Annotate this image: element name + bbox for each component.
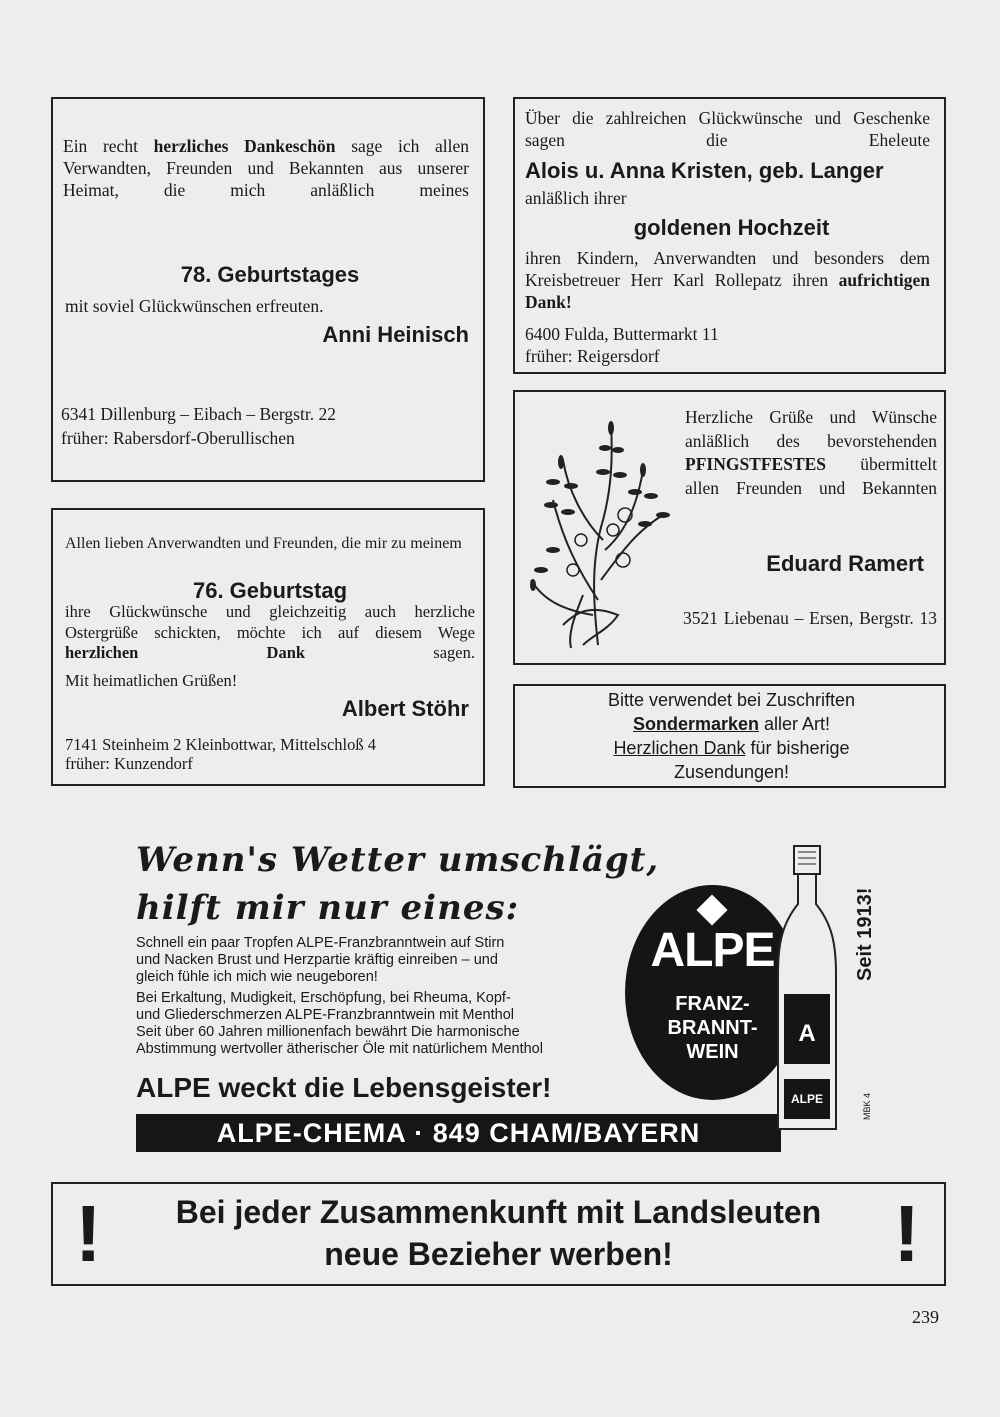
ad-slogan: ALPE weckt die Lebensgeister! — [136, 1072, 552, 1103]
exclamation-right-icon: ! — [893, 1189, 920, 1278]
notice-former-home: früher: Rabersdorf-Oberullischen — [61, 428, 295, 448]
notice-anni-heinisch — [51, 97, 485, 482]
ad-code: MBK 4 — [862, 1092, 872, 1120]
notice-body: ihren Kindern, Anverwandten und besonders dem Kreisbetreuer Herr Karl Rollepatz ihren aufrichtigen Dank! — [525, 248, 931, 312]
page-number: 239 — [912, 1307, 939, 1327]
notice-stamps-request — [513, 684, 946, 788]
notice-former-home: früher: Kunzendorf — [65, 754, 193, 773]
notice-greeting: Mit heimatlichen Grüßen! — [65, 671, 238, 690]
flower-branch-illustration — [523, 420, 673, 650]
notice-intro: Ein recht herzliches Dankeschön sage ich allen Verwandten, Freunden und Bekannten aus unserer Heimat, die mich anläßlich meines — [63, 136, 470, 200]
notice-line: anläßlich ihrer — [525, 188, 627, 208]
ad-banner-text: ALPE-CHEMA · 849 CHAM/BAYERN — [216, 1118, 701, 1148]
logo-sub-3: WEIN — [686, 1041, 739, 1063]
notice-line: mit soviel Glückwünschen erfreuten. — [65, 296, 324, 316]
notice-name: Albert Stöhr — [341, 696, 469, 721]
notice-intro: Allen lieben Anverwandten und Freunden, die mir zu meinem — [65, 535, 462, 552]
notice-address: 6400 Fulda, Buttermarkt 11 — [525, 324, 719, 344]
footer-line-2: neue Bezieher werben! — [324, 1236, 673, 1272]
ad-body-1: Schnell ein paar Tropfen ALPE-Franzbranntwein auf Stirn — [136, 935, 505, 951]
exclamation-left-icon: ! — [75, 1189, 102, 1278]
ad-body-5: und Gliederschmerzen ALPE-Franzbranntwein mit Menthol — [136, 1007, 514, 1023]
notice-former-home: früher: Reigersdorf — [525, 346, 660, 366]
notice-albert-stoehr — [51, 508, 485, 786]
ad-headline-2: hilft mir nur eines: — [136, 888, 520, 928]
ad-body-7: Abstimmung wertvoller ätherischer Öle mit natürlichem Menthol — [136, 1041, 543, 1057]
logo-sub-1: FRANZ- — [675, 993, 750, 1015]
alpe-advertisement — [0, 830, 1000, 1160]
footer-line-1: Bei jeder Zusammenkunft mit Landsleuten — [175, 1194, 822, 1230]
ad-body-6: Seit über 60 Jahren millionenfach bewährt Die harmonische — [136, 1024, 520, 1040]
notice-name: Anni Heinisch — [322, 322, 469, 347]
notice-occasion: 78. Geburtstages — [180, 262, 360, 287]
logo-sub-2: BRANNT- — [667, 1017, 758, 1039]
stamps-line-1: Bitte verwendet bei Zuschriften — [607, 690, 856, 710]
notice-occasion: 76. Geburtstag — [192, 578, 348, 603]
notice-address: 3521 Liebenau – Ersen, Bergstr. 13 — [683, 608, 937, 628]
ad-banner — [136, 1114, 781, 1152]
notice-intro: Über die zahlreichen Glückwünsche und Geschenke sagen die Eheleute — [525, 108, 930, 150]
bottle-illustration — [772, 844, 842, 1134]
stamps-line-3: Herzlichen Dank für bisherige — [613, 738, 850, 758]
notice-names: Alois u. Anna Kristen, geb. Langer — [525, 158, 884, 183]
notice-body: Herzliche Grüße und Wünsche anläßlich des bevorstehenden PFINGSTFESTES übermittelt allen Freunden und Bekannten — [685, 407, 937, 498]
notice-occasion: goldenen Hochzeit — [633, 215, 830, 240]
stamps-line-2: Sondermarken aller Art! — [632, 714, 831, 734]
ad-since-year: Seit 1913! — [854, 887, 876, 981]
footer-recruitment-box — [51, 1182, 946, 1286]
bottle-label: ALPE — [790, 1092, 823, 1106]
ad-headline-1: Wenn's Wetter umschlägt, — [136, 840, 660, 880]
notice-address: 7141 Steinheim 2 Kleinbottwar, Mittelschloß 4 — [65, 735, 376, 754]
notice-body: ihre Glückwünsche und gleichzeitig auch herzliche Ostergrüße schickten, möchte ich auf diesem Wege herzlichen Dank sagen. — [65, 602, 475, 662]
bottle-letter: A — [798, 1020, 816, 1047]
logo-diamond-icon — [696, 894, 727, 925]
notice-address: 6341 Dillenburg – Eibach – Bergstr. 22 — [61, 404, 336, 424]
ad-body-3: gleich fühle ich mich wie neugeboren! — [136, 969, 378, 985]
ad-body-4: Bei Erkaltung, Mudigkeit, Erschöpfung, bei Rheuma, Kopf- — [136, 990, 511, 1006]
notice-name: Eduard Ramert — [766, 551, 924, 576]
logo-word: ALPE — [650, 924, 775, 977]
stamps-line-4: Zusendungen! — [673, 762, 790, 782]
notice-ramert — [513, 390, 946, 665]
notice-kristen — [513, 97, 946, 374]
ad-body-2: und Nacken Brust und Herzpartie kräftig einreiben – und — [136, 952, 498, 968]
